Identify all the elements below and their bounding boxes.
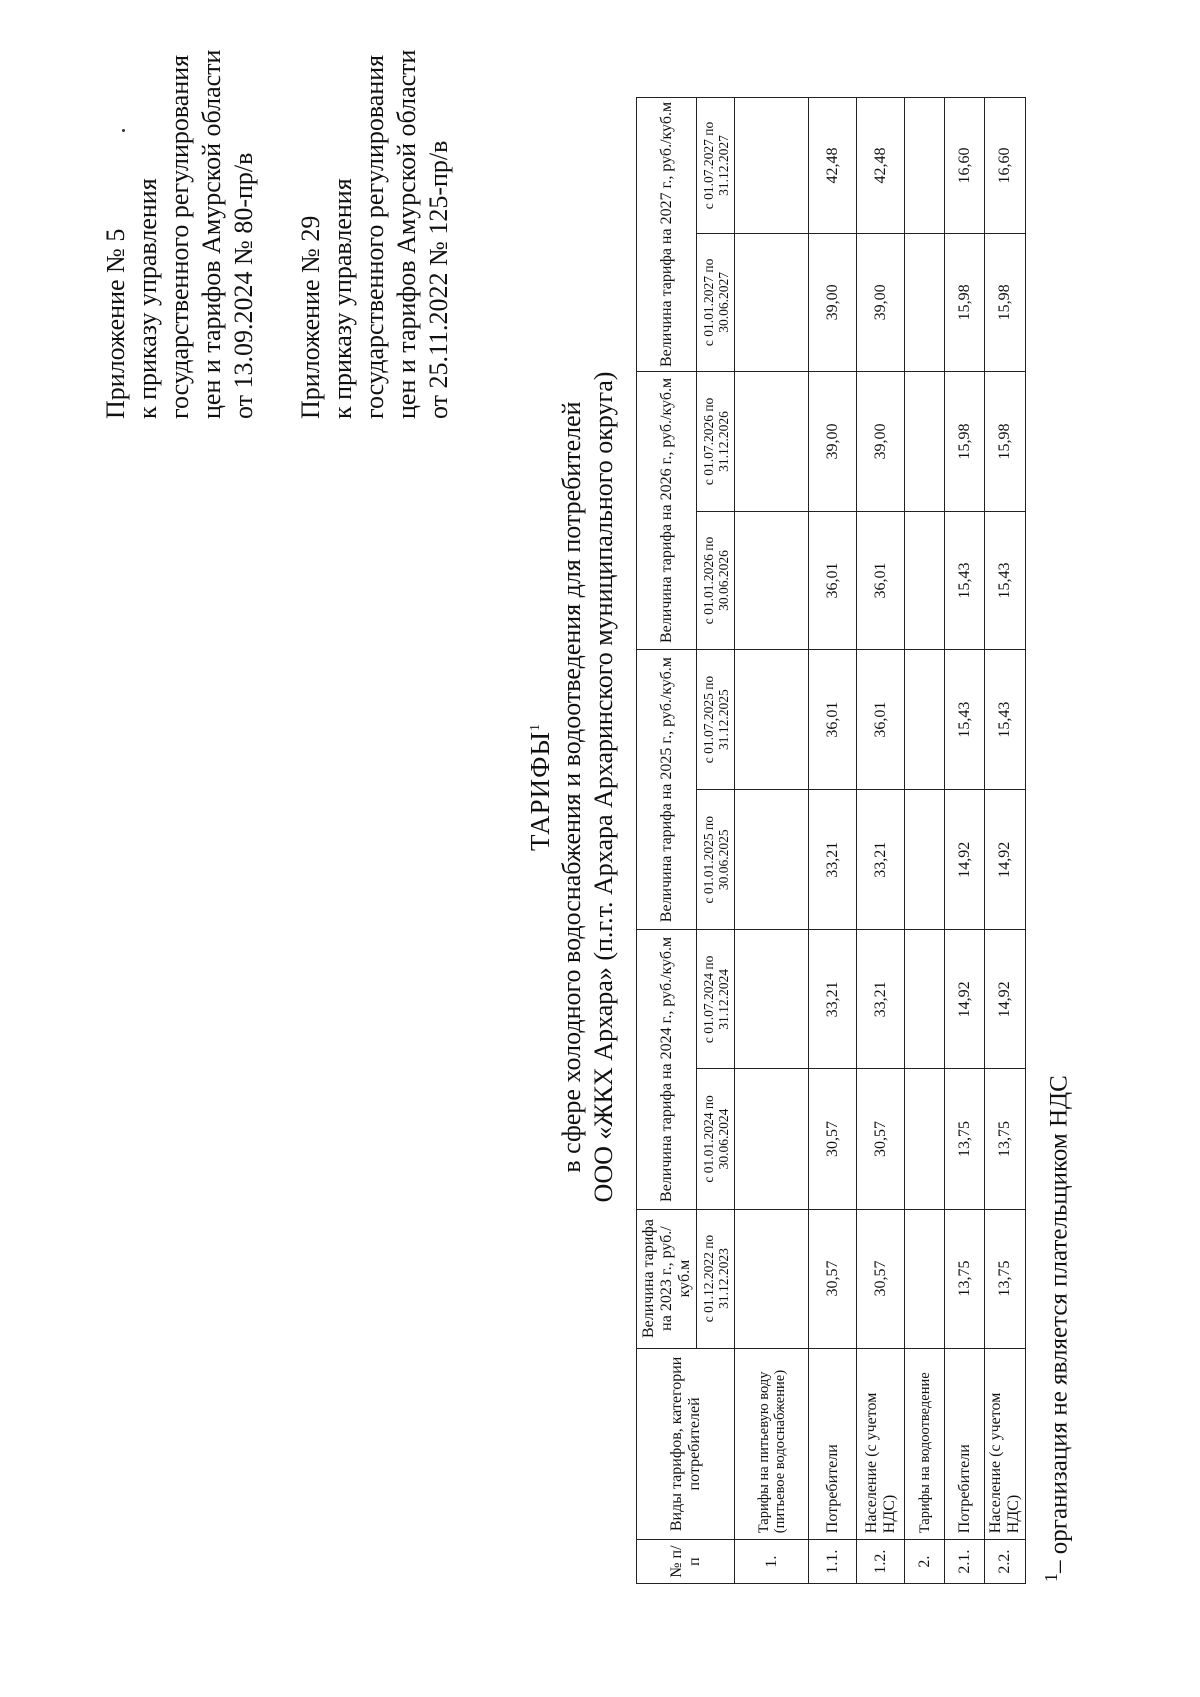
table-row: [857, 98, 905, 1584]
header-period: с 01.01.2027 по 30.06.2027: [697, 233, 735, 371]
cell-value: [905, 1209, 945, 1348]
cell-value: 15,98: [945, 371, 985, 511]
cell-value: [735, 233, 809, 371]
header-period: с 01.01.2026 по 30.06.2026: [697, 512, 735, 650]
cell-value: 15,43: [985, 649, 1026, 789]
appendix-line: цен и тарифов Амурской области: [392, 49, 421, 419]
cell-value: [905, 649, 945, 789]
cell-value: 39,00: [809, 371, 857, 511]
cell-value: 16,60: [985, 98, 1026, 234]
cell-value: 16,60: [945, 98, 985, 234]
row-number: 2.2.: [985, 1540, 1026, 1584]
row-number: 2.1.: [945, 1540, 985, 1584]
cell-value: [905, 930, 945, 1069]
title-block: [520, 97, 620, 1477]
document-title: [520, 97, 556, 1477]
appendix-line: цен и тарифов Амурской области: [197, 49, 226, 419]
cell-value: 30,57: [857, 1209, 905, 1348]
appendix-line: государственного регулирования: [165, 54, 194, 419]
cell-value: [905, 512, 945, 650]
header-period: с 01.01.2025 по 30.06.2025: [697, 790, 735, 930]
cell-value: [735, 98, 809, 234]
cell-value: [735, 512, 809, 650]
scan-speck: [122, 129, 125, 132]
cell-value: 36,01: [809, 649, 857, 789]
cell-value: 30,57: [809, 1209, 857, 1348]
cell-value: [735, 371, 809, 511]
cell-value: 33,21: [809, 790, 857, 930]
cell-value: 14,92: [985, 930, 1026, 1069]
header-number: № п/п: [637, 1540, 735, 1584]
row-label: Население (с учетом НДС): [985, 1348, 1026, 1540]
table-row: [905, 98, 945, 1584]
footnote-text: – организация не является плательщиком НДС: [1045, 1075, 1073, 1573]
appendix-previous-block: [295, 50, 455, 419]
title-subtitle-2: ООО «ЖКХ Архара» (п.г.т. Архара Архаринского муниципального округа): [589, 371, 618, 1203]
cell-value: 36,01: [857, 512, 905, 650]
cell-value: [735, 1069, 809, 1209]
cell-value: 36,01: [809, 512, 857, 650]
row-label: Население (с учетом НДС): [857, 1348, 905, 1540]
cell-value: 14,92: [945, 790, 985, 930]
header-period: с 01.07.2026 по 31.12.2026: [697, 371, 735, 511]
cell-value: 13,75: [985, 1209, 1026, 1348]
title-footnote-mark: 1: [528, 722, 543, 731]
cell-value: 39,00: [809, 233, 857, 371]
appendix-line: государственного регулирования: [360, 54, 389, 419]
cell-value: 15,43: [985, 512, 1026, 650]
cell-value: 13,75: [985, 1069, 1026, 1209]
appendix-current-block: [100, 50, 260, 419]
cell-value: [905, 790, 945, 930]
cell-value: 15,98: [985, 371, 1026, 511]
footnote-mark: 1: [1041, 1573, 1061, 1582]
cell-value: [905, 233, 945, 371]
header-tariff-type: Виды тарифов, категории потребителей: [637, 1348, 735, 1540]
appendix-line: Приложение № 29: [296, 215, 325, 419]
row-label: Тарифы на питьевую воду (питьевое водоснабжение): [735, 1348, 809, 1540]
appendix-line: Приложение № 5: [101, 228, 130, 419]
cell-value: [735, 1209, 809, 1348]
title-subtitle-1: в сфере холодного водоснабжения и водоотведения для потребителей: [557, 401, 586, 1173]
cell-value: 33,21: [809, 930, 857, 1069]
cell-value: 30,57: [857, 1069, 905, 1209]
table-row: [809, 98, 857, 1584]
cell-value: 13,75: [945, 1069, 985, 1209]
title-text: ТАРИФЫ: [525, 730, 555, 852]
cell-value: 13,75: [945, 1209, 985, 1348]
row-number: 1.: [735, 1540, 809, 1584]
cell-value: 36,01: [857, 649, 905, 789]
row-number: 1.1.: [809, 1540, 857, 1584]
header-year-2024: Величина тарифа на 2024 г., руб./куб.м: [637, 930, 697, 1209]
table-row: [945, 98, 985, 1584]
cell-value: [735, 649, 809, 789]
header-year-2026: Величина тарифа на 2026 г., руб./куб.м: [637, 371, 697, 649]
cell-value: 42,48: [809, 98, 857, 234]
cell-value: 33,21: [857, 930, 905, 1069]
row-number: 1.2.: [857, 1540, 905, 1584]
cell-value: 33,21: [857, 790, 905, 930]
row-label: Потребители: [809, 1348, 857, 1540]
cell-value: 15,43: [945, 649, 985, 789]
footnote: [1036, 1075, 1074, 1582]
cell-value: [905, 371, 945, 511]
header-year-2025: Величина тарифа на 2025 г., руб./куб.м: [637, 649, 697, 929]
row-number: 2.: [905, 1540, 945, 1584]
cell-value: [905, 1069, 945, 1209]
header-period: с 01.12.2022 по 31.12.2023: [697, 1209, 735, 1348]
row-label: Тарифы на водоотведение: [905, 1348, 945, 1540]
header-period: с 01.07.2025 по 31.12.2025: [697, 649, 735, 789]
header-period: с 01.07.2027 по 31.12.2027: [697, 98, 735, 234]
cell-value: [735, 790, 809, 930]
table-row: [985, 98, 1026, 1584]
cell-value: 30,57: [809, 1069, 857, 1209]
cell-value: [905, 98, 945, 234]
appendix-line: к приказу управления: [133, 178, 162, 419]
cell-value: 39,00: [857, 371, 905, 511]
cell-value: 15,98: [945, 233, 985, 371]
appendix-line: к приказу управления: [328, 178, 357, 419]
cell-value: 14,92: [985, 790, 1026, 930]
cell-value: 15,98: [985, 233, 1026, 371]
row-label: Потребители: [945, 1348, 985, 1540]
cell-value: 42,48: [857, 98, 905, 234]
tariffs-table: [636, 97, 1026, 1584]
header-period: с 01.01.2024 по 30.06.2024: [697, 1069, 735, 1209]
cell-value: 39,00: [857, 233, 905, 371]
header-year-2023: Величина тарифа на 2023 г., руб./куб.м: [637, 1209, 697, 1348]
appendix-line: от 25.11.2022 № 125-пр/в: [424, 140, 453, 419]
appendix-line: от 13.09.2024 № 80-пр/в: [229, 152, 258, 419]
cell-value: 15,43: [945, 512, 985, 650]
header-year-2027: Величина тарифа на 2027 г., руб./куб.м: [637, 98, 697, 372]
table-row: [735, 98, 809, 1584]
cell-value: [735, 930, 809, 1069]
header-period: с 01.07.2024 по 31.12.2024: [697, 930, 735, 1069]
cell-value: 14,92: [945, 930, 985, 1069]
